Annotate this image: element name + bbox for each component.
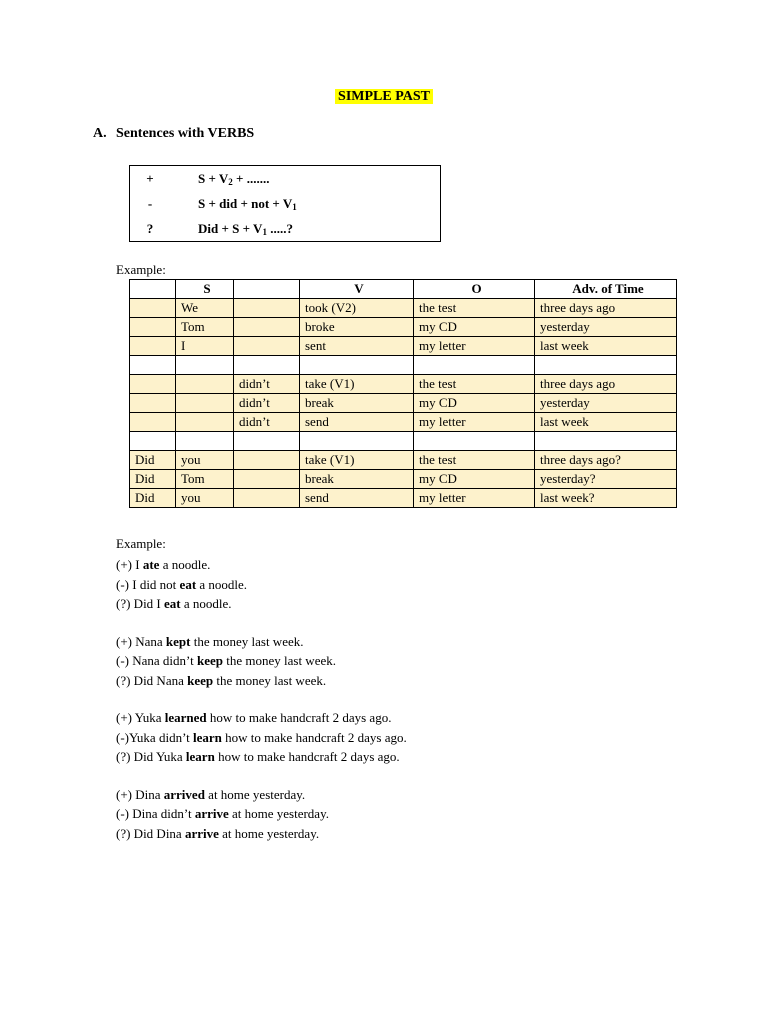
formula-symbol: ?: [146, 220, 154, 236]
verb-highlight: learn: [193, 729, 222, 745]
table-row: [130, 489, 677, 508]
formula-symbol: +: [146, 170, 154, 186]
table-cell: my letter: [414, 337, 535, 356]
header-cell: V: [300, 280, 414, 299]
table-cell: my letter: [414, 413, 535, 432]
example-sentence: (+) I ate a noodle.: [116, 557, 211, 572]
formula-row-negative: [130, 191, 441, 216]
example-sentence: (?) Did Yuka learn how to make handcraft 2 days ago.: [116, 749, 400, 764]
table-row: [130, 394, 677, 413]
table-cell: my letter: [414, 489, 535, 508]
table-cell: [176, 394, 234, 413]
table-cell: my CD: [414, 394, 535, 413]
table-cell: [234, 318, 300, 337]
example-sentence: (-) I did not eat a noodle.: [116, 576, 248, 592]
verb-highlight: kept: [165, 633, 191, 649]
table-cell: Did: [130, 489, 176, 508]
example-group-gap: [116, 767, 407, 785]
table-cell: didn’t: [234, 394, 300, 413]
table-cell: you: [176, 451, 234, 470]
table-cell: Did: [130, 470, 176, 489]
table-cell: my CD: [414, 470, 535, 489]
table-cell: [176, 432, 234, 451]
table-cell: [130, 413, 176, 432]
table-cell: take (V1): [300, 375, 414, 394]
table-cell: yesterday: [535, 318, 677, 337]
table-cell: Tom: [176, 318, 234, 337]
formula-text: $S + V_2$ + .......: [198, 170, 270, 187]
table-cell: break: [300, 470, 414, 489]
example-sentence: (+) Nana kept the money last week.: [116, 633, 304, 649]
verb-highlight: keep: [187, 672, 214, 688]
table-cell: [176, 413, 234, 432]
table-cell: [130, 318, 176, 337]
example-sentence: (-) Nana didn’t keep the money last week.: [116, 653, 336, 668]
section-heading-text: Sentences with VERBS: [116, 126, 255, 141]
formula-row-positive: [130, 166, 441, 192]
table-cell: yesterday: [535, 394, 677, 413]
section-number: A.: [93, 126, 107, 141]
table-row: [130, 299, 677, 318]
table-cell: [535, 356, 677, 375]
table-cell: last week?: [535, 489, 677, 508]
table-cell: send: [300, 489, 414, 508]
header-cell: [130, 280, 176, 299]
table-cell: [234, 451, 300, 470]
formula-table: [129, 165, 441, 242]
verb-highlight: ate: [142, 557, 160, 572]
table-spacer-row: [130, 356, 677, 375]
example-group-gap: [116, 614, 407, 632]
table-row: [130, 451, 677, 470]
table-cell: the test: [414, 375, 535, 394]
table-cell: break: [300, 394, 414, 413]
example-sentences: [116, 555, 407, 843]
table-cell: the test: [414, 451, 535, 470]
table-spacer-row: [130, 432, 677, 451]
table-cell: [234, 489, 300, 508]
table-cell: Tom: [176, 470, 234, 489]
table-cell: [130, 299, 176, 318]
table-cell: take (V1): [300, 451, 414, 470]
table-cell: didn’t: [234, 413, 300, 432]
table-cell: yesterday?: [535, 470, 677, 489]
table-cell: [234, 432, 300, 451]
table-cell: [300, 356, 414, 375]
table-cell: [234, 470, 300, 489]
verb-highlight: eat: [164, 596, 181, 611]
verb-highlight: learn: [185, 749, 215, 764]
table-cell: [234, 299, 300, 318]
formula-text: Did + $S + V_1$ .....?: [198, 220, 293, 237]
example-sentence: (?) Did I eat a noodle.: [116, 596, 232, 611]
page-title: [0, 87, 768, 105]
table-cell: [234, 337, 300, 356]
table-body: [130, 299, 677, 508]
table-row: [130, 318, 677, 337]
table-cell: [234, 356, 300, 375]
example-sentence: (?) Did Nana keep the money last week.: [116, 672, 327, 688]
section-heading: [93, 126, 254, 142]
example-sentence: (+) Yuka learned how to make handcraft 2 days ago.: [116, 710, 392, 725]
table-cell: [414, 432, 535, 451]
table-cell: last week: [535, 413, 677, 432]
table-cell: broke: [300, 318, 414, 337]
example-sentence: (-) Dina didn’t arrive at home yesterday.: [116, 806, 329, 821]
table-cell: didn’t: [234, 375, 300, 394]
table-cell: [414, 356, 535, 375]
table-cell: We: [176, 299, 234, 318]
table-cell: Did: [130, 451, 176, 470]
page-title-text: SIMPLE PAST: [335, 89, 433, 104]
table-header-row: [130, 280, 677, 299]
example-sentence: (-)Yuka didn’t learn how to make handcraft 2 days ago.: [116, 729, 407, 745]
header-cell: S: [176, 280, 234, 299]
table-cell: last week: [535, 337, 677, 356]
table-cell: [176, 375, 234, 394]
header-cell: [234, 280, 300, 299]
table-cell: the test: [414, 299, 535, 318]
table-cell: [535, 432, 677, 451]
formula-text: S + did + not + $V_1$: [198, 195, 297, 212]
table-cell: sent: [300, 337, 414, 356]
table-cell: [130, 356, 176, 375]
example-group-gap: [116, 690, 407, 708]
table-cell: took (V2): [300, 299, 414, 318]
table-cell: my CD: [414, 318, 535, 337]
table-row: [130, 337, 677, 356]
table-cell: [300, 432, 414, 451]
formula-row-question: [130, 216, 441, 242]
table-row: [130, 470, 677, 489]
example-sentence: (+) Dina arrived at home yesterday.: [116, 786, 306, 802]
table-cell: [176, 356, 234, 375]
verb-highlight: keep: [196, 653, 223, 668]
example-sentence: (?) Did Dina arrive at home yesterday.: [116, 825, 320, 841]
formula-symbol: -: [147, 195, 153, 211]
verb-highlight: eat: [179, 576, 197, 592]
table-cell: [130, 375, 176, 394]
table-cell: three days ago?: [535, 451, 677, 470]
header-cell: Adv. of Time: [535, 280, 677, 299]
example-table: [129, 279, 677, 508]
table-cell: [130, 432, 176, 451]
example-label: Example:: [116, 536, 166, 551]
table-cell: you: [176, 489, 234, 508]
table-cell: three days ago: [535, 299, 677, 318]
header-cell: O: [414, 280, 535, 299]
table-row: [130, 413, 677, 432]
example-label: Example:: [116, 262, 166, 277]
table-cell: I: [176, 337, 234, 356]
verb-highlight: arrived: [163, 786, 205, 802]
table-row: [130, 375, 677, 394]
verb-highlight: arrive: [194, 806, 229, 821]
verb-highlight: learned: [164, 710, 207, 725]
table-cell: [130, 394, 176, 413]
table-cell: [130, 337, 176, 356]
verb-highlight: arrive: [184, 825, 219, 841]
table-cell: three days ago: [535, 375, 677, 394]
table-cell: send: [300, 413, 414, 432]
